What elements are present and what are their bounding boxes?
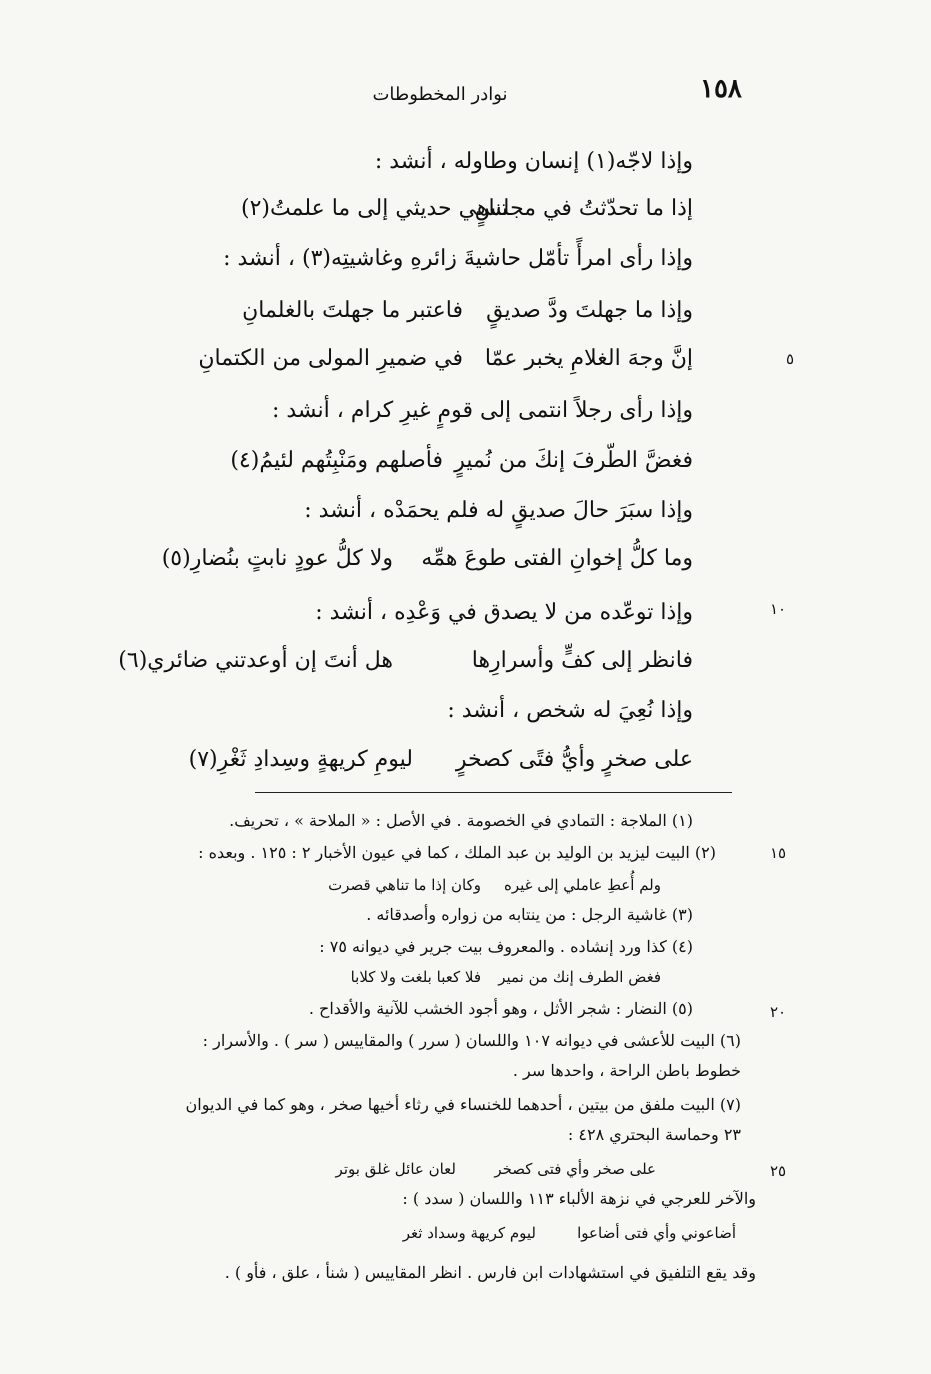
verse-hemistich-first: إذا ما تحدّثتُ في مجلسٍ — [474, 196, 693, 221]
verse-hemistich-second: ولا كلُّ عودٍ نابتٍ بنُضارِ(٥) — [161, 546, 393, 571]
verse-hemistich-second: فأصلهم ومَنْبِتُهم لئيمُ(٤) — [230, 448, 443, 473]
footnote-separator — [255, 792, 732, 793]
footnote: (٢) البيت ليزيد بن الوليد بن عبد الملك ، كما في عيون الأخبار ٢ : ١٢٥ . وبعده : — [198, 843, 716, 862]
verse-hemistich-first: وما كلُّ إخوانِ الفتى طوعَ همِّه — [421, 546, 693, 571]
margin-line-number: ١٠ — [770, 600, 787, 618]
verse-hemistich-second: فاعتبر ما جهلتَ بالغلمانِ — [242, 298, 463, 323]
verse-hemistich-first: فانظر إلى كفٍّ وأسرارِها — [471, 648, 693, 673]
footnote: (٥) النضار : شجر الأثل ، وهو أجود الخشب للآنية والأقداح . — [308, 999, 693, 1018]
footnote: (٤) كذا ورد إنشاده . والمعروف بيت جرير في ديوانه ٧٥ : — [319, 937, 693, 956]
footnote-verse-first: على صخر وأي فتى كصخر — [494, 1160, 656, 1178]
prose-line: وإذا نُعِيَ له شخص ، أنشد : — [447, 698, 693, 723]
footnote-verse-second: لعان عائل غلق بوتر — [335, 1160, 456, 1178]
footnote-verse-first: ولم أُعطِ عاملي إلى غيره — [504, 876, 661, 894]
verse-line — [123, 745, 693, 775]
verse-line — [103, 544, 693, 574]
verse-hemistich-second: ليومِ كريهةٍ وسِدادِ ثَغْرِ(٧) — [188, 747, 413, 772]
footnote-continuation: خطوط باطن الراحة ، واحدها سر . — [512, 1061, 741, 1080]
prose-line: وإذا سبَرَ حالَ صديقٍ له فلم يحمَدْه ، أنشد : — [304, 498, 693, 523]
verse-hemistich-first: إنَّ وجهَ الغلامِ يخبر عمّا — [484, 346, 693, 371]
prose-line: وإذا لاجّه(١) إنسان وطاوله ، أنشد : — [374, 149, 693, 174]
margin-line-number: ١٥ — [770, 844, 787, 862]
prose-line: وإذا رأى امرأً تأمّل حاشيةَ زائرهِ وغاشيتِه(٣) ، أنشد : — [223, 246, 693, 271]
verse-hemistich-second: في ضميرِ المولى من الكتمانِ — [198, 346, 463, 371]
verse-hemistich-first: وإذا ما جهلتَ ودَّ صديقٍ — [486, 298, 693, 323]
footnote: (٧) البيت ملفق من بيتين ، أحدهما للخنساء في رثاء أخيها صخر ، وهو كما في الديوان — [185, 1095, 741, 1114]
margin-line-number: ٢٠ — [770, 1003, 787, 1021]
prose-line: وإذا رأى رجلاً انتمى إلى قومٍ غيرِ كرام ، أنشد : — [271, 398, 693, 423]
verse-hemistich-first: على صخرٍ وأيُّ فتًى كصخرٍ — [455, 747, 693, 772]
verse-line — [163, 446, 693, 476]
footnote-verse-first: أضاعوني وأي فتى أضاعوا — [577, 1224, 736, 1242]
running-header-title: نوادر المخطوطات — [372, 84, 508, 105]
footnote-verse — [276, 1158, 656, 1180]
footnote: (٣) غاشية الرجل : من ينتابه من زواره وأصدقائه . — [366, 905, 693, 924]
footnote-verse — [301, 874, 661, 896]
verse-line — [193, 344, 693, 374]
page-number: ١٥٨ — [700, 74, 742, 104]
verse-hemistich-second: تناهي حديثي إلى ما علمتُ(٢) — [241, 196, 508, 221]
footnote: (٦) البيت للأعشى في ديوانه ١٠٧ واللسان ( سرر ) والمقاييس ( سر ) . والأسرار : — [202, 1031, 741, 1050]
margin-line-number: ٥ — [786, 350, 795, 368]
footnote-continuation: ٢٣ وحماسة البحتري ٤٢٨ : — [567, 1125, 741, 1144]
margin-line-number: ٢٥ — [770, 1162, 787, 1180]
footnote-verse-second: ليوم كريهة وسداد ثغر — [402, 1224, 536, 1242]
verse-hemistich-first: فغضَّ الطّرفَ إنكَ من نُميرٍ — [454, 448, 693, 473]
footnote-continuation: وقد يقع التلفيق في استشهادات ابن فارس . انظر المقاييس ( شنأ ، علق ، فأو ) . — [224, 1263, 756, 1282]
footnote-verse — [301, 966, 661, 988]
prose-line: وإذا توعّده من لا يصدق في وَعْدِه ، أنشد : — [315, 600, 693, 625]
verse-line — [193, 296, 693, 326]
footnote: (١) الملاجة : التمادي في الخصومة . في الأصل : « الملاحة » ، تحريف. — [229, 811, 693, 830]
footnote-verse-second: فلا كعبا بلغت ولا كلابا — [350, 968, 481, 986]
verse-line — [118, 646, 693, 676]
footnote-verse-second: وكان إذا ما تناهي قصرت — [328, 876, 481, 894]
footnote-continuation: والآخر للعرجي في نزهة الألباء ١١٣ واللسان ( سدد ) : — [402, 1189, 756, 1208]
footnote-verse-first: فغض الطرف إنك من نمير — [498, 968, 661, 986]
verse-line — [233, 194, 693, 224]
verse-hemistich-second: هل أنتَ إن أوعدتني ضائري(٦) — [118, 648, 393, 673]
footnote-verse — [336, 1222, 736, 1244]
